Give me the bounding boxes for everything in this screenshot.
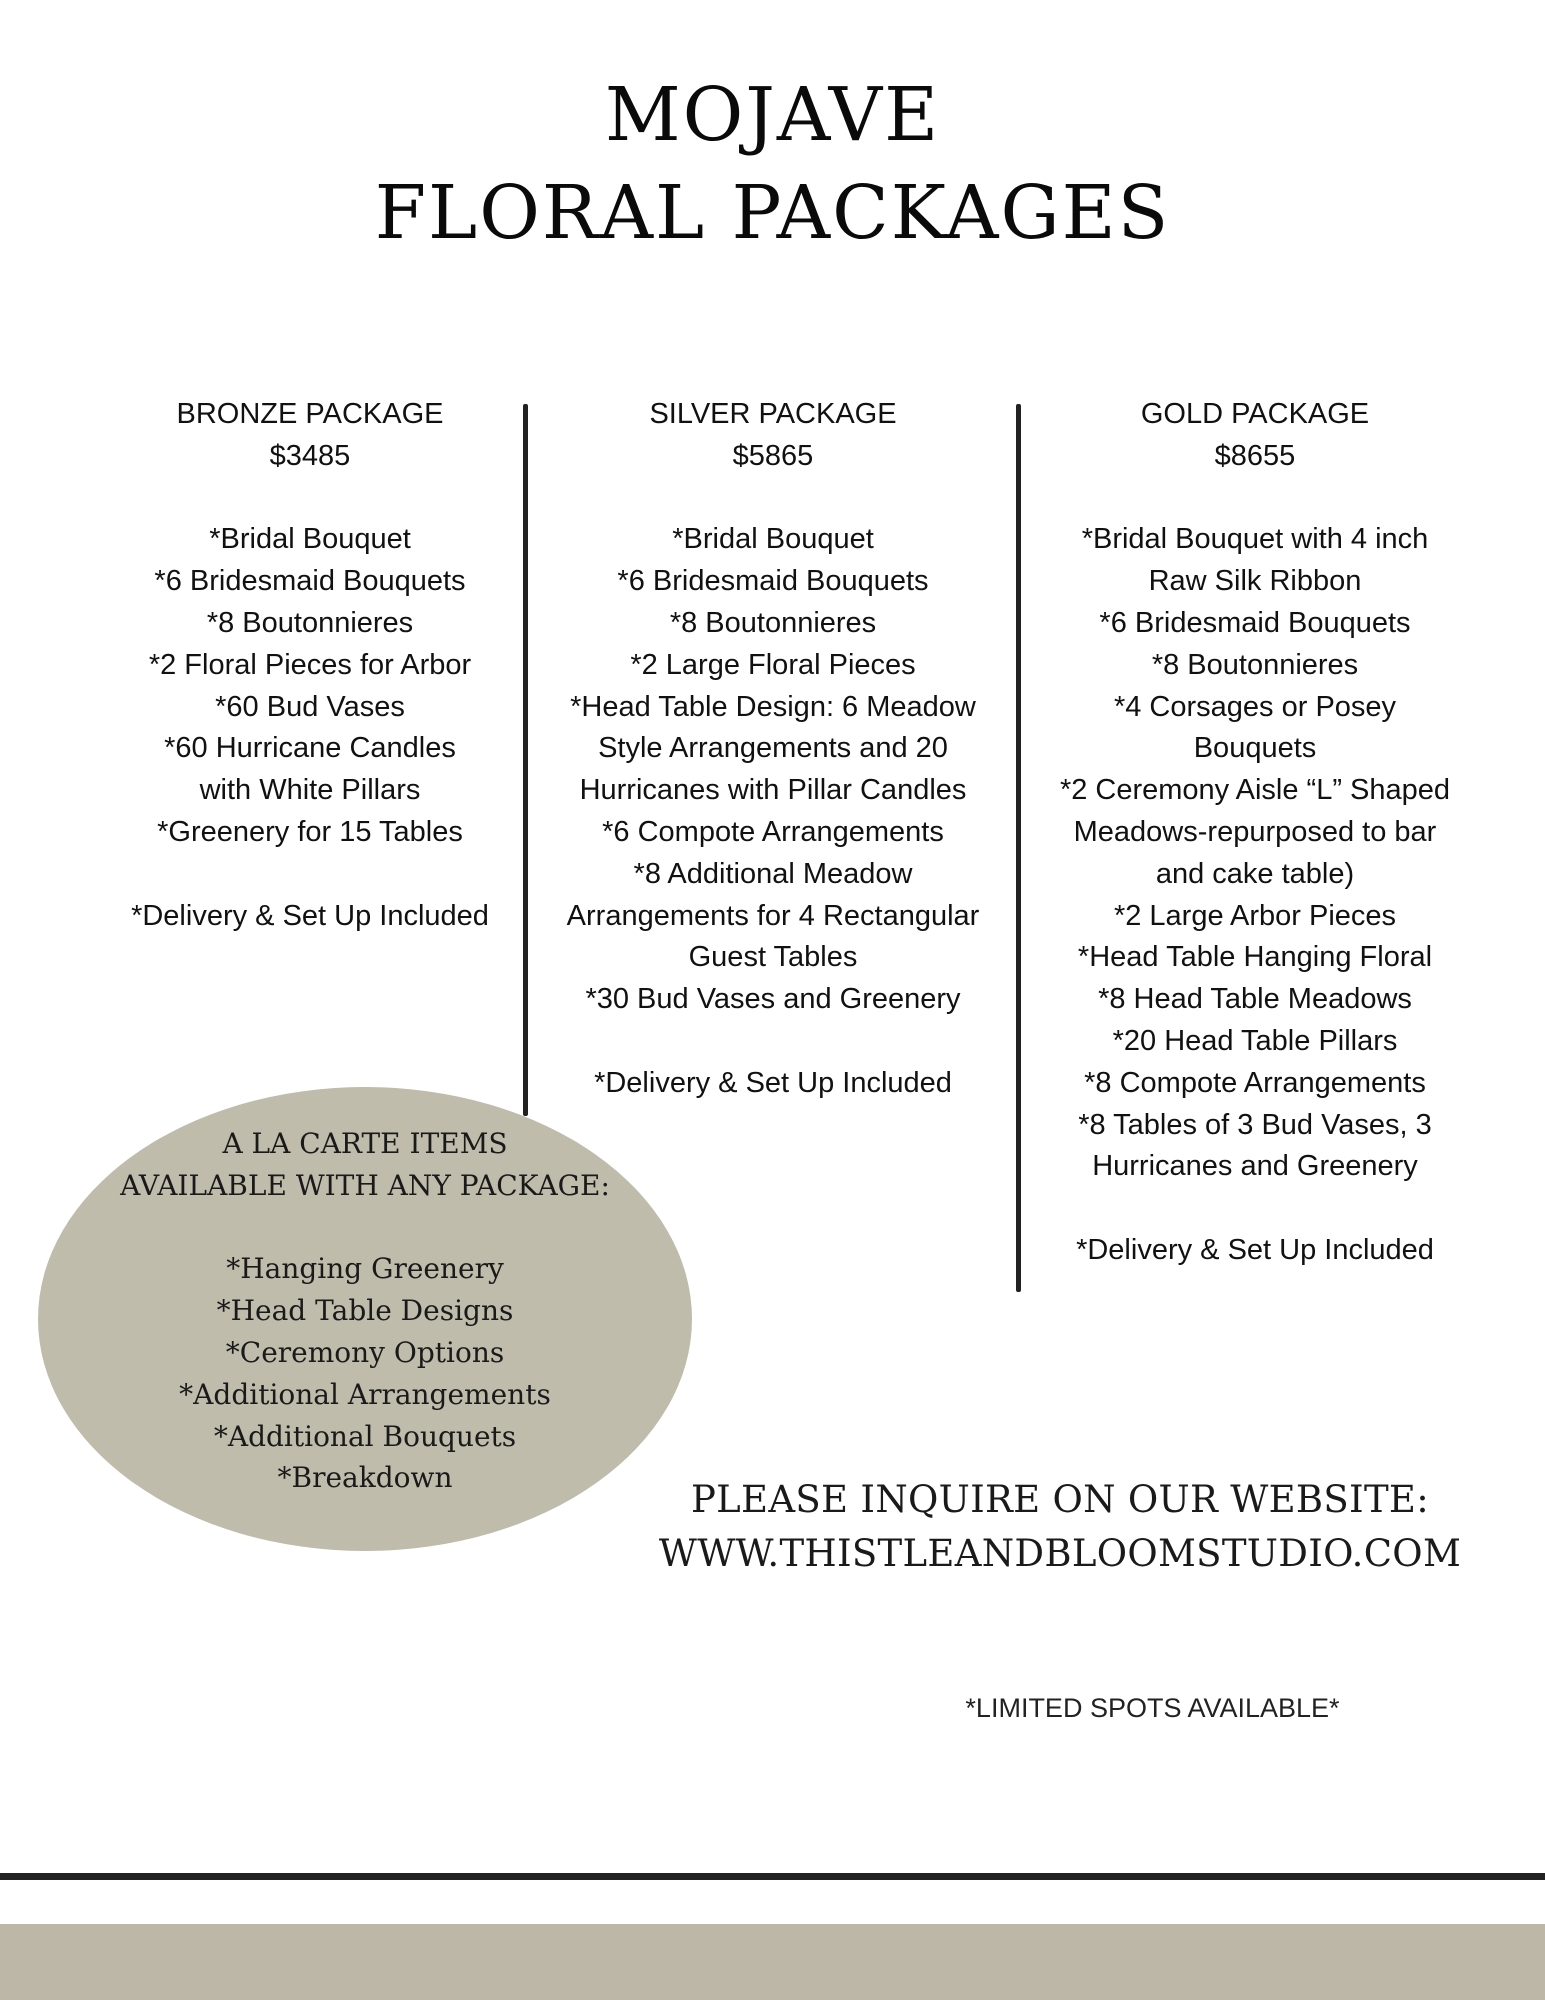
package-item: Style Arrangements and 20: [598, 732, 948, 765]
package-delivery-note: *Delivery & Set Up Included: [131, 899, 489, 932]
limited-spots-note: *LIMITED SPOTS AVAILABLE*: [965, 1693, 1340, 1723]
package-item: *8 Head Table Meadows: [1098, 983, 1412, 1016]
package-item: Hurricanes and Greenery: [1092, 1150, 1418, 1183]
package-price: $3485: [269, 439, 351, 472]
package-item: Hurricanes with Pillar Candles: [579, 774, 967, 807]
package-item: with White Pillars: [199, 774, 421, 807]
footer-band: [0, 1924, 1545, 2000]
package-item: *2 Ceremony Aisle “L” Shaped: [1059, 774, 1451, 807]
alacarte-heading: A LA CARTE ITEMS: [222, 1127, 508, 1160]
package-name: BRONZE PACKAGE: [176, 398, 444, 430]
package-item: *6 Bridesmaid Bouquets: [1099, 606, 1411, 639]
package-item: *20 Head Table Pillars: [1112, 1024, 1398, 1057]
package-item: *Bridal Bouquet: [209, 523, 411, 556]
package-item: *30 Bud Vases and Greenery: [585, 983, 961, 1016]
inquire-text: PLEASE INQUIRE ON OUR WEBSITE:: [690, 1478, 1429, 1521]
column-divider: [1016, 404, 1021, 1292]
package-delivery-note: *Delivery & Set Up Included: [1076, 1233, 1434, 1266]
package-name: SILVER PACKAGE: [649, 398, 897, 430]
column-divider: [523, 404, 528, 1116]
package-item: *6 Bridesmaid Bouquets: [617, 565, 929, 598]
package-price: $8655: [1214, 439, 1296, 472]
package-item: *2 Large Arbor Pieces: [1113, 899, 1397, 932]
alacarte-item: *Ceremony Options: [225, 1335, 505, 1369]
footer-rule: [0, 1873, 1545, 1880]
package-item: *Bridal Bouquet with 4 inch: [1081, 523, 1429, 556]
website-url: WWW.THISTLEANDBLOOMSTUDIO.COM: [658, 1532, 1462, 1575]
package-item: *6 Compote Arrangements: [602, 815, 944, 848]
package-price: $5865: [732, 439, 814, 472]
package-item: *6 Bridesmaid Bouquets: [154, 565, 466, 598]
package-item: *Head Table Hanging Floral: [1077, 941, 1433, 974]
silver-package-column: [548, 394, 998, 1105]
alacarte-list: [38, 1123, 692, 1499]
package-item: and cake table): [1155, 857, 1355, 890]
package-item: *8 Tables of 3 Bud Vases, 3: [1078, 1108, 1432, 1141]
package-item: *4 Corsages or Posey: [1113, 690, 1397, 723]
package-item: *Greenery for 15 Tables: [157, 815, 463, 848]
package-item: Meadows-repurposed to bar: [1073, 815, 1437, 848]
alacarte-item: *Head Table Designs: [216, 1294, 514, 1328]
package-item: *8 Compote Arrangements: [1084, 1066, 1426, 1099]
bronze-package-column: [100, 394, 520, 937]
alacarte-item: *Hanging Greenery: [226, 1252, 504, 1286]
package-item: *8 Boutonnieres: [206, 606, 414, 639]
package-delivery-note: *Delivery & Set Up Included: [594, 1066, 952, 1099]
package-item: Arrangements for 4 Rectangular: [566, 899, 980, 932]
alacarte-item: *Additional Bouquets: [213, 1419, 517, 1453]
package-item: *8 Additional Meadow: [633, 857, 913, 890]
package-item: *60 Hurricane Candles: [164, 732, 456, 765]
package-item: *60 Bud Vases: [215, 690, 405, 723]
package-item: *Head Table Design: 6 Meadow: [570, 690, 976, 723]
package-item: Bouquets: [1193, 732, 1317, 765]
alacarte-item: *Breakdown: [277, 1461, 453, 1495]
package-item: *2 Large Floral Pieces: [630, 648, 916, 681]
package-item: Raw Silk Ribbon: [1148, 565, 1362, 598]
page-title-line-1: MOJAVE: [604, 72, 941, 158]
gold-package-column: [1030, 394, 1480, 1272]
package-item: *8 Boutonnieres: [1151, 648, 1359, 681]
page-title-line-2: FLORAL PACKAGES: [374, 170, 1171, 256]
alacarte-item: *Additional Arrangements: [179, 1377, 551, 1411]
package-item: *Bridal Bouquet: [672, 523, 874, 556]
package-item: Guest Tables: [688, 941, 858, 974]
alacarte-subheading: AVAILABLE WITH ANY PACKAGE:: [120, 1168, 610, 1202]
package-item: *2 Floral Pieces for Arbor: [148, 648, 472, 681]
package-name: GOLD PACKAGE: [1140, 398, 1370, 430]
package-item: *8 Boutonnieres: [669, 606, 877, 639]
